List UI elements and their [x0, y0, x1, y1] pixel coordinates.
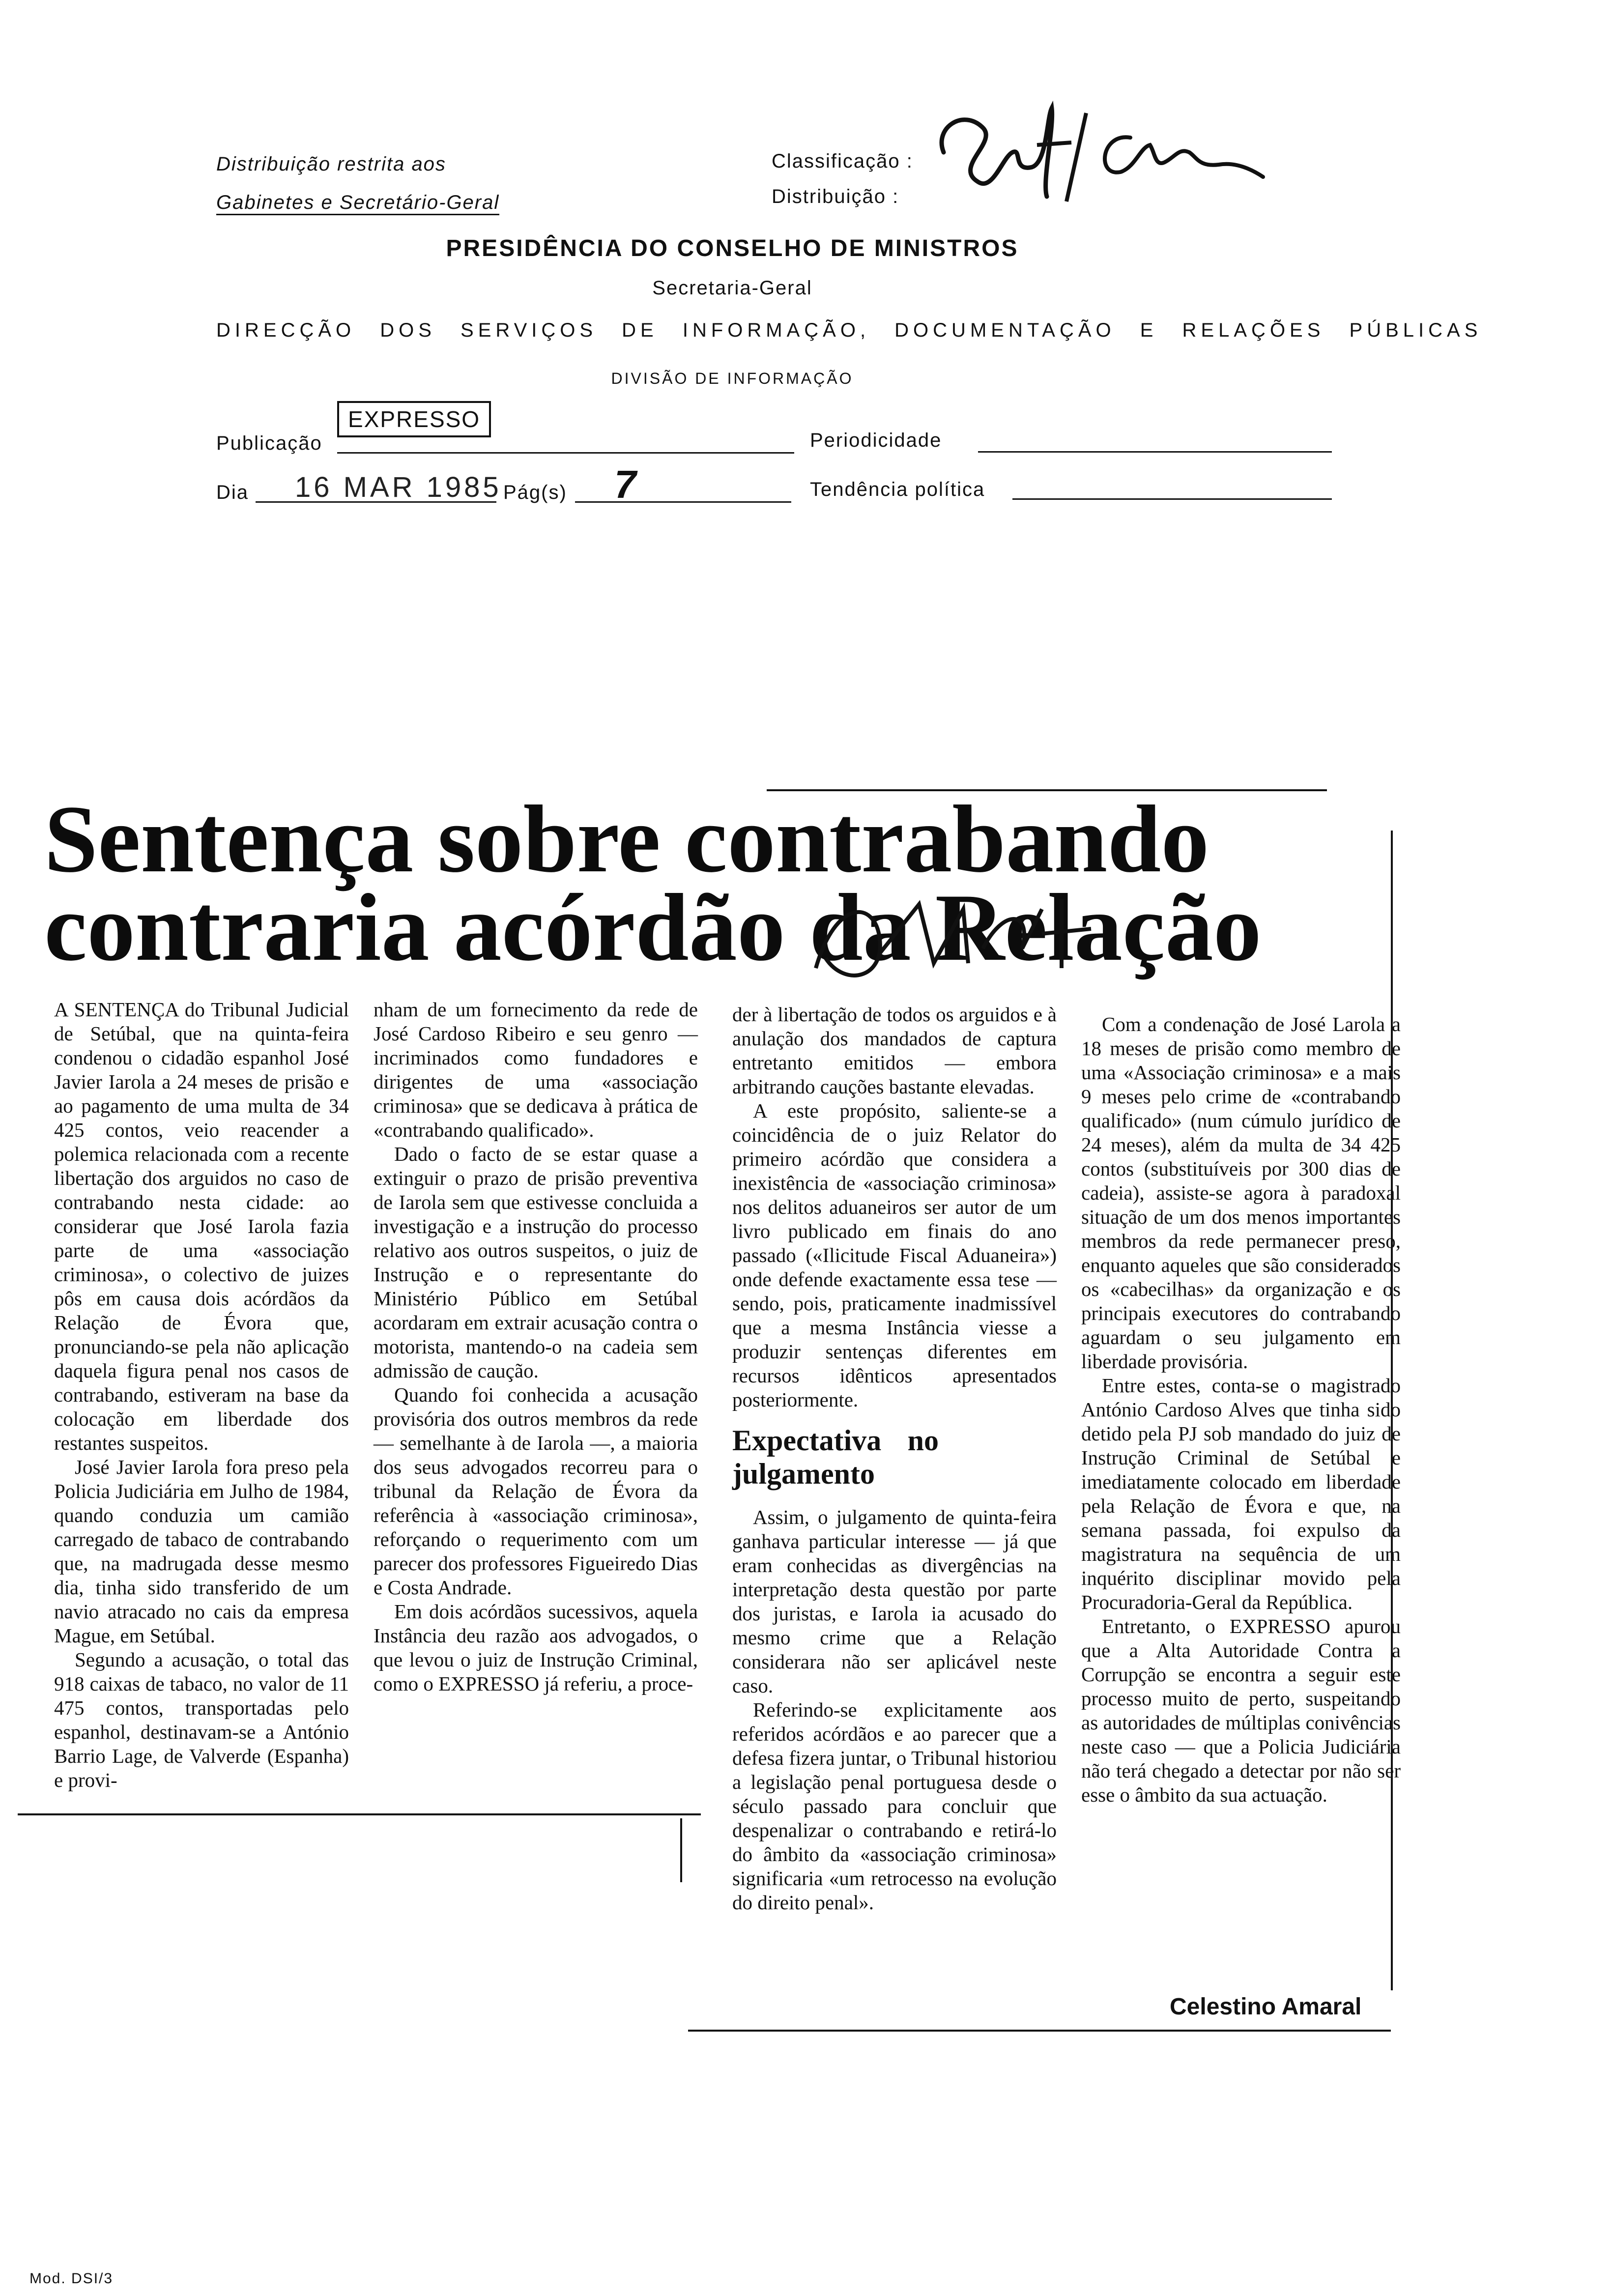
col1-paragraph-3: Segundo a acusação, o total das 918 caixas de tabaco, no valor de 11 475 contos, transportadas pelo espanhol, destinavam-se a António Barrio Lage, de Valverde (Espanha) e provi- [54, 1648, 349, 1791]
classification-label: Classificação : [772, 150, 913, 172]
distribution-note-line1: Distribuição restrita aos [216, 153, 446, 175]
handwritten-classification-signature [924, 98, 1268, 211]
pages-value: 7 [614, 462, 636, 506]
col2-paragraph-1: nham de um fornecimento da rede de José Cardoso Ribeiro e seu genro — incriminados como fundadores e dirigentes de uma «associação criminosa» que se dedicava à prática de «contrabando qualificado». [374, 998, 698, 1141]
headline-line2: contraria acórdão da Relação [44, 874, 1262, 981]
article-column-4 [1081, 1012, 1401, 1807]
org-subtitle: Secretaria-Geral [652, 277, 812, 299]
section-subhead: Expectativa no julgamento [732, 1424, 939, 1490]
col1-paragraph-2: José Javier Iarola fora preso pela Policia Judiciária em Julho de 1984, quando conduzia um camião carregado de tabaco de contrabando que, na madrugada desse mesmo dia, tinha sido transferido de um navio atracado no cais da empresa Mague, em Setúbal. [54, 1456, 349, 1647]
tendency-label: Tendência política [810, 479, 985, 500]
col2-paragraph-3: Quando foi conhecida a acusação provisória dos outros membros da rede — semelhante à de Iarola —, a maioria dos seus advogados recorreu para o tribunal da Relação de Évora da referência à «associação criminosa», reforçando o requerimento com um parecer dos professores Figueiredo Dias e Costa Andrade. [374, 1383, 698, 1599]
pages-label: Pág(s) [503, 482, 567, 503]
col3-paragraph-1: der à libertação de todos os arguidos e à anulação dos mandados de captura entretanto emitidos — embora arbitrando cauções bastante elevadas. [732, 1003, 1057, 1098]
division-line: DIVISÃO DE INFORMAÇÃO [611, 370, 854, 387]
col3-paragraph-3: Assim, o julgamento de quinta-feira ganhava particular interesse — já que eram conhecidas as divergências na interpretação desta questão por parte dos juristas, e Iarola ia acusado do mesmo crime que a Relação considerara não ser aplicável neste caso. [732, 1506, 1057, 1697]
publication-label: Publicação [216, 432, 322, 454]
bottom-rule-left [18, 1813, 701, 1815]
col3-paragraph-4: Referindo-se explicitamente aos referidos acórdãos e ao parecer que a defesa fizera juntar, o Tribunal historiou a legislação penal portuguesa desde o século passado para concluir que despenalizar o contrabando e retirá-lo do âmbito da «associação criminosa» significaria «um retrocesso na evolução do direito penal». [732, 1698, 1057, 1914]
tendency-underline [1012, 498, 1332, 500]
col2-paragraph-4: Em dois acórdãos sucessivos, aquela Instância deu razão aos advogados, o que levou o juiz de Instrução Criminal, como o EXPRESSO já referiu, a proce- [374, 1600, 698, 1695]
col4-paragraph-1: Com a condenação de José Larola a 18 meses de prisão como membro de uma «Associação criminosa» e a mais 9 meses pelo crime de «contrabando qualificado» (num cúmulo jurídico de 24 meses), além da multa de 34 425 contos (substituíveis por 300 dias de cadeia), assiste-se agora à paradoxal situação de um dos menos importantes membros da rede permanecer preso, enquanto aqueles que são considerados os «cabecilhas» da organização e os principais executores do contrabando aguardam o seu julgamento em liberdade provisória. [1081, 1013, 1401, 1373]
distribution-label: Distribuição : [772, 186, 899, 207]
col3-side-rule [680, 1818, 682, 1882]
col1-paragraph-1: A SENTENÇA do Tribunal Judicial de Setúbal, que na quinta-feira condenou o cidadão espanhol José Javier Iarola a 24 meses de prisão e ao pagamento de uma multa de 34 425 contos, veio reacender a polemica relacionada com a recente libertação dos arguidos no caso de contrabando nesta cidade: ao considerar que José Iarola fazia parte de uma «associação criminosa», o colectivo de juizes pôs em causa dois acórdãos da Relação de Évora que, pronunciando-se pela não aplicação daquela figura penal nos casos de contrabando, estiveram na base da colocação em liberdade dos restantes suspeitos. [54, 998, 349, 1454]
pages-underline [575, 501, 791, 503]
org-title: PRESIDÊNCIA DO CONSELHO DE MINISTROS [446, 235, 1019, 261]
col4-paragraph-2: Entre estes, conta-se o magistrado António Cardoso Alves que tinha sido detido pela PJ sob mandado do juiz de Instrução Criminal de Setúbal e imediatamente colocado em liberdade pela Relação de Évora e que, na semana passada, foi expulso da magistratura na sequência de um inquérito disciplinar movido pela Procuradoria-Geral da República. [1081, 1374, 1401, 1613]
publication-underline [337, 452, 794, 454]
col2-paragraph-2: Dado o facto de se estar quase a extinguir o prazo de prisão preventiva de Iarola sem que estivesse concluida a investigação e a instrução do processo relativo aos outros suspeitos, o juiz de Instrução e o representante do Ministério Público em Setúbal acordaram em extrair acusação contra o motorista, mantendo-o na cadeia sem admissão de caução. [374, 1143, 698, 1382]
article-column-1 [54, 998, 349, 1792]
col4-paragraph-3: Entretanto, o EXPRESSO apurou que a Alta Autoridade Contra a Corrupção se encontra a seguir este processo muito de perto, suspeitando as autoridades de múltiplas conivências neste caso — que a Policia Judiciária não terá chegado a detectar por não ser esse o âmbito da sua actuação. [1081, 1615, 1401, 1806]
day-label: Dia [216, 482, 249, 503]
distribution-note-line2: Gabinetes e Secretário-Geral [216, 192, 499, 215]
periodicity-label: Periodicidade [810, 430, 942, 451]
periodicity-underline [978, 451, 1332, 453]
byline: Celestino Amaral [1170, 1994, 1362, 2020]
handwritten-archive-mark [806, 880, 1160, 1003]
publication-box: EXPRESSO [337, 401, 491, 437]
date-stamp: 16 MAR 1985 [295, 471, 502, 503]
col3-paragraph-2: A este propósito, saliente-se a coincidência de o juiz Relator do primeiro acórdão que considera a inexistência de «associação criminosa» nos delitos aduaneiros ser autor de um livro publicado em finais do ano passado («Ilicitude Fiscal Aduaneira») onde defende exactamente essa tese — sendo, pois, praticamente inadmissível que a mesma Instância viesse a produzir sentenças diferentes em recursos idênticos apresentados posteriormente. [732, 1099, 1057, 1411]
article-column-3 [732, 1003, 1057, 1915]
article-column-2 [374, 998, 698, 1696]
form-code: Mod. DSI/3 [29, 2270, 114, 2287]
headline-line1: Sentença sobre contrabando [44, 786, 1209, 892]
directorate-line: DIRECÇÃO DOS SERVIÇOS DE INFORMAÇÃO, DOCUMENTAÇÃO E RELAÇÕES PÚBLICAS [216, 319, 1482, 341]
bottom-rule-right [688, 2030, 1391, 2032]
